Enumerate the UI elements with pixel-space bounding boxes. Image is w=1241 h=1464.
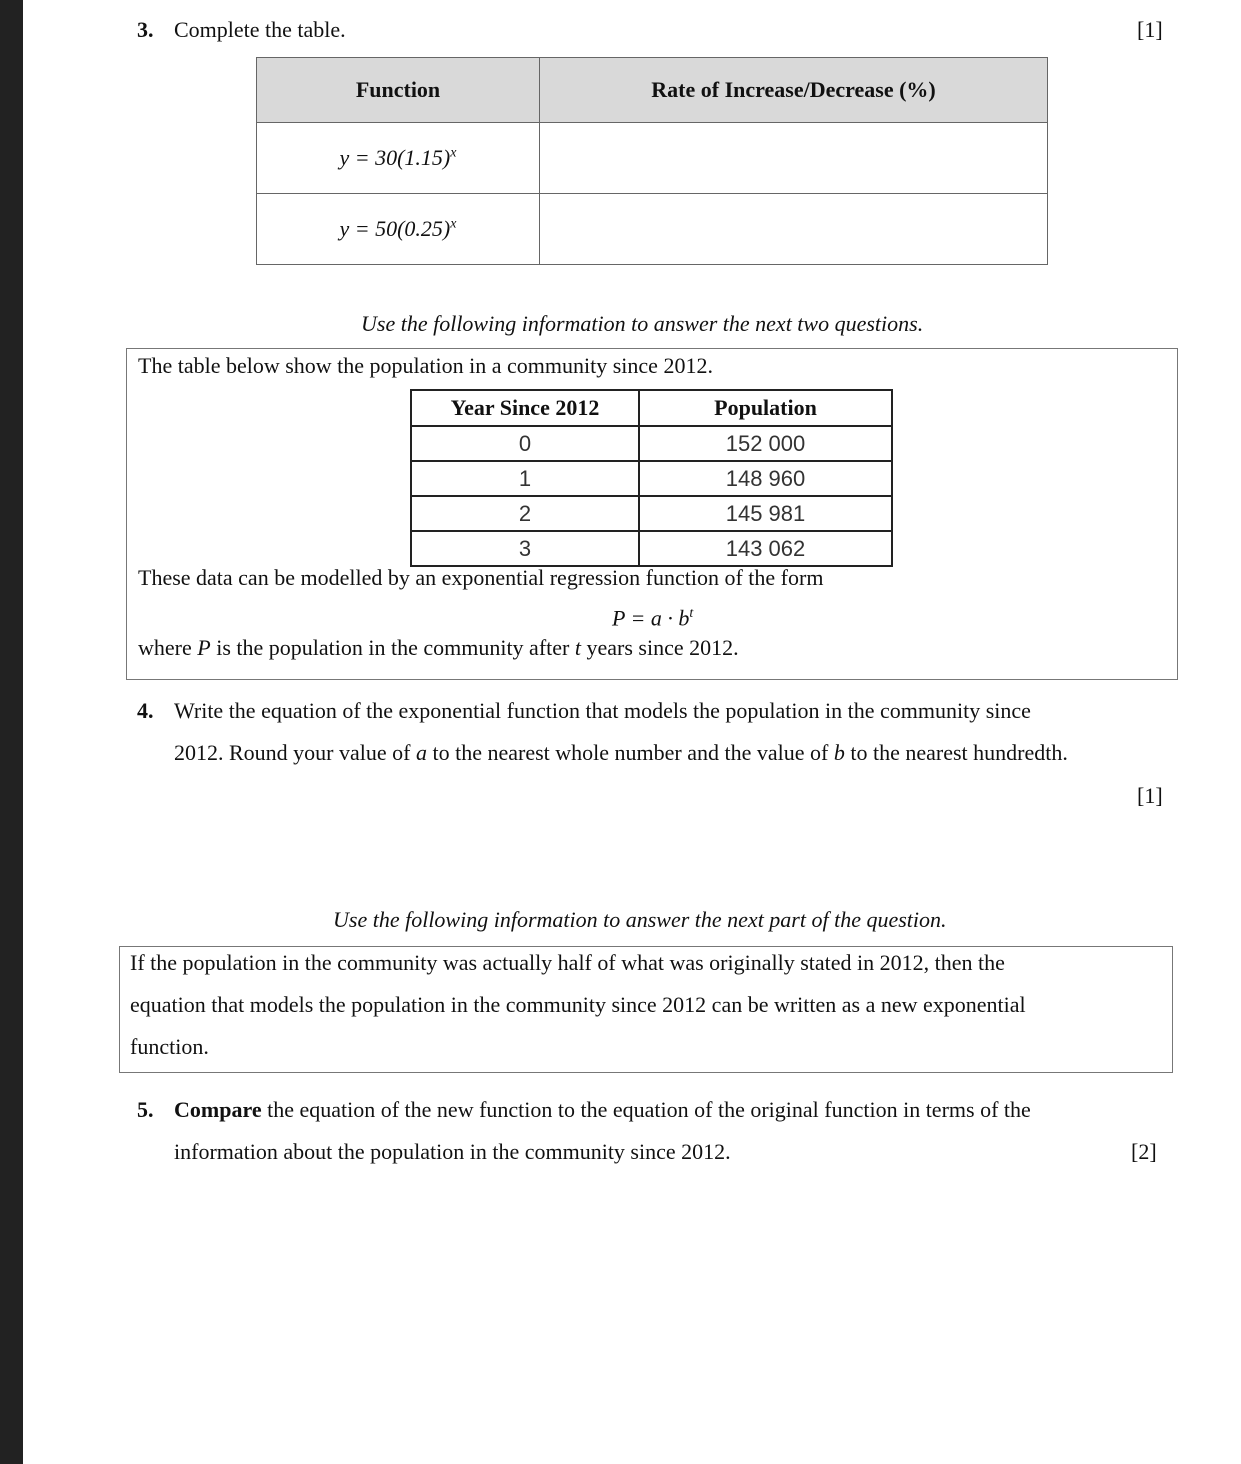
q3-number: 3.: [137, 17, 154, 42]
table-row: [257, 194, 1048, 265]
table-row: [411, 426, 892, 461]
population-cell: 152 000: [639, 426, 892, 461]
population-header: Population: [639, 390, 892, 426]
where-part: years since 2012.: [580, 635, 739, 660]
q5-number: 5.: [137, 1097, 154, 1122]
q4-line2-part: 2012. Round your value of: [174, 740, 416, 765]
function-text: y = 50(0.25): [339, 216, 451, 241]
function-cell: [257, 194, 540, 265]
q5-marks: [2]: [1131, 1139, 1157, 1164]
formula-base: P = a · b: [612, 605, 690, 631]
function-exponent: x: [450, 216, 457, 232]
info2-line2: equation that models the population in the community since 2012 can be written as a new exponential: [130, 992, 1026, 1017]
table-header-row: [411, 390, 892, 426]
info1-formula: [612, 601, 693, 631]
info2-line3: function.: [130, 1034, 209, 1059]
var-a: a: [415, 740, 427, 765]
rate-answer-cell[interactable]: [540, 123, 1048, 194]
population-cell: 145 981: [639, 496, 892, 531]
function-exponent: x: [450, 145, 457, 161]
year-cell: 1: [411, 461, 639, 496]
year-cell: 0: [411, 426, 639, 461]
q5-line1-rest: the equation of the new function to the equation of the original function in terms of the: [261, 1097, 1031, 1122]
population-cell: 143 062: [639, 531, 892, 566]
info2-line1: If the population in the community was actually half of what was originally stated in 2012, then the: [130, 950, 1005, 975]
table-row: [257, 123, 1048, 194]
info1-lead: The table below show the population in a community since 2012.: [138, 353, 713, 378]
table-row: [411, 531, 892, 566]
rate-answer-cell[interactable]: [540, 194, 1048, 265]
var-b: b: [833, 740, 845, 765]
q3-prompt: Complete the table.: [174, 17, 346, 42]
year-cell: 3: [411, 531, 639, 566]
q4-line2: [174, 740, 1068, 766]
q5-line2: information about the population in the community since 2012.: [174, 1139, 731, 1164]
function-text: y = 30(1.15): [339, 145, 451, 170]
where-var-t: t: [574, 635, 581, 660]
function-header: Function: [257, 58, 540, 123]
q4-marks: [1]: [1137, 783, 1163, 808]
where-part: is the population in the community after: [210, 635, 575, 660]
formula-exponent: t: [689, 606, 694, 621]
q4-line2-part: to the nearest hundredth.: [844, 740, 1068, 765]
info2-intro: Use the following information to answer the next part of the question.: [333, 907, 947, 932]
table-row: [411, 496, 892, 531]
where-var-p: P: [197, 635, 211, 660]
q3-marks: [1]: [1137, 17, 1163, 42]
info1-intro: Use the following information to answer the next two questions.: [361, 311, 924, 336]
q4-number: 4.: [137, 698, 154, 723]
year-header: Year Since 2012: [411, 390, 639, 426]
rate-header: Rate of Increase/Decrease (%): [540, 58, 1048, 123]
year-cell: 2: [411, 496, 639, 531]
q4-line1: Write the equation of the exponential function that models the population in the community since: [174, 698, 1031, 723]
info1-model-text: These data can be modelled by an exponential regression function of the form: [138, 565, 824, 590]
q5-bold-word: Compare: [174, 1097, 262, 1122]
rate-table: [256, 57, 1048, 265]
q4-line2-part: to the nearest whole number and the value of: [426, 740, 834, 765]
population-cell: 148 960: [639, 461, 892, 496]
info1-where: [138, 635, 739, 661]
table-row: [411, 461, 892, 496]
where-part: where: [138, 635, 198, 660]
left-edge-bar: [0, 0, 23, 1464]
table-header-row: [257, 58, 1048, 123]
q5-line1: [174, 1097, 1031, 1123]
function-cell: [257, 123, 540, 194]
population-table: [410, 389, 893, 567]
